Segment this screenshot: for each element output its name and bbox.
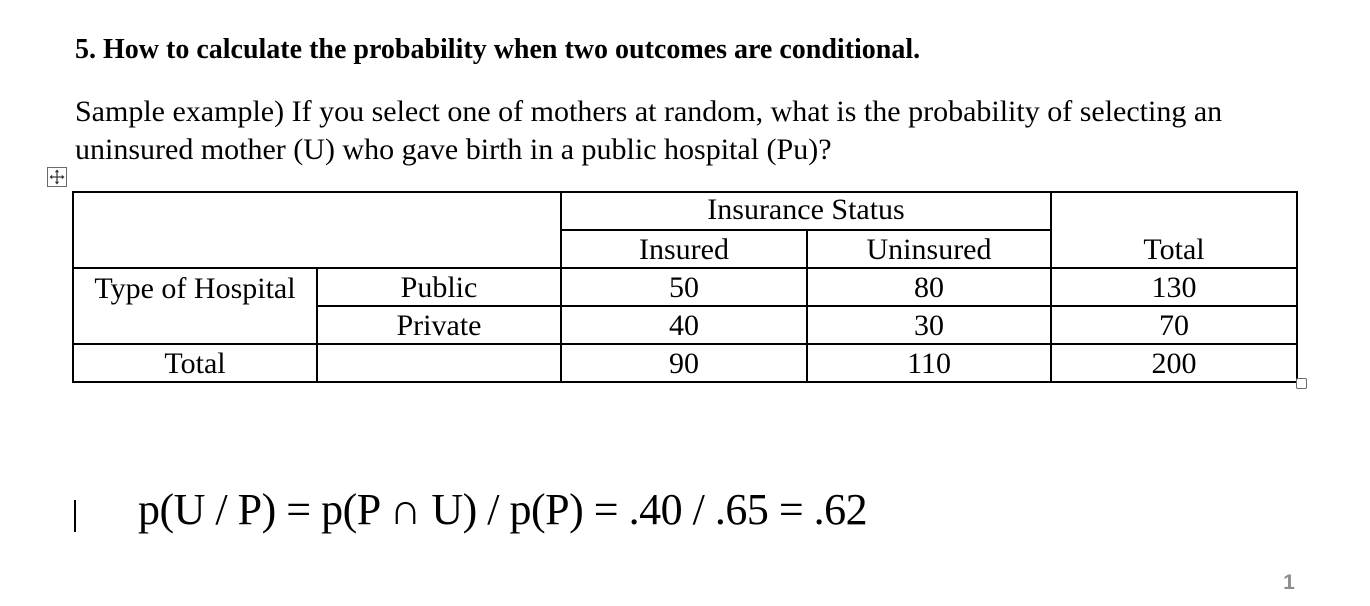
private-total-cell: 70	[1051, 306, 1297, 344]
contingency-table	[72, 191, 1298, 383]
table-move-handle[interactable]	[47, 167, 67, 187]
move-arrows-icon	[48, 168, 66, 186]
table-row-total	[73, 344, 1297, 382]
empty-header-cell	[73, 192, 561, 230]
private-insured-cell: 40	[561, 306, 807, 344]
resize-handle-icon[interactable]	[1296, 378, 1307, 389]
total-header: Total	[1051, 230, 1297, 268]
type-of-hospital-label: Type of Hospital	[73, 268, 317, 306]
private-uninsured-cell: 30	[807, 306, 1051, 344]
total-insured-cell: 90	[561, 344, 807, 382]
text-cursor	[74, 500, 76, 532]
public-label: Public	[317, 268, 561, 306]
page-number: 1	[1283, 571, 1295, 594]
empty-total-cell	[317, 344, 561, 382]
section-heading: 5. How to calculate the probability when two outcomes are conditional.	[75, 34, 921, 65]
public-total-cell: 130	[1051, 268, 1297, 306]
probability-formula: p(U / P) = p(P ∩ U) / p(P) = .40 / .65 = .62	[138, 485, 868, 534]
public-uninsured-cell: 80	[807, 268, 1051, 306]
table-header-row	[73, 192, 1297, 230]
uninsured-header: Uninsured	[807, 230, 1051, 268]
insured-header: Insured	[561, 230, 807, 268]
empty-row-label-cell	[73, 306, 317, 344]
total-uninsured-cell: 110	[807, 344, 1051, 382]
total-row-label: Total	[73, 344, 317, 382]
table-row-public	[73, 268, 1297, 306]
empty-total-header-cell	[1051, 192, 1297, 230]
empty-subheader-cell	[73, 230, 561, 268]
table-row-private	[73, 306, 1297, 344]
insurance-status-header: Insurance Status	[561, 192, 1051, 230]
sample-example-text: Sample example) If you select one of mothers at random, what is the probability of selecting an uninsured mother (U) who gave birth in a public hospital (Pu)?	[75, 95, 1223, 166]
private-label: Private	[317, 306, 561, 344]
public-insured-cell: 50	[561, 268, 807, 306]
table-subheader-row	[73, 230, 1297, 268]
grand-total-cell: 200	[1051, 344, 1297, 382]
